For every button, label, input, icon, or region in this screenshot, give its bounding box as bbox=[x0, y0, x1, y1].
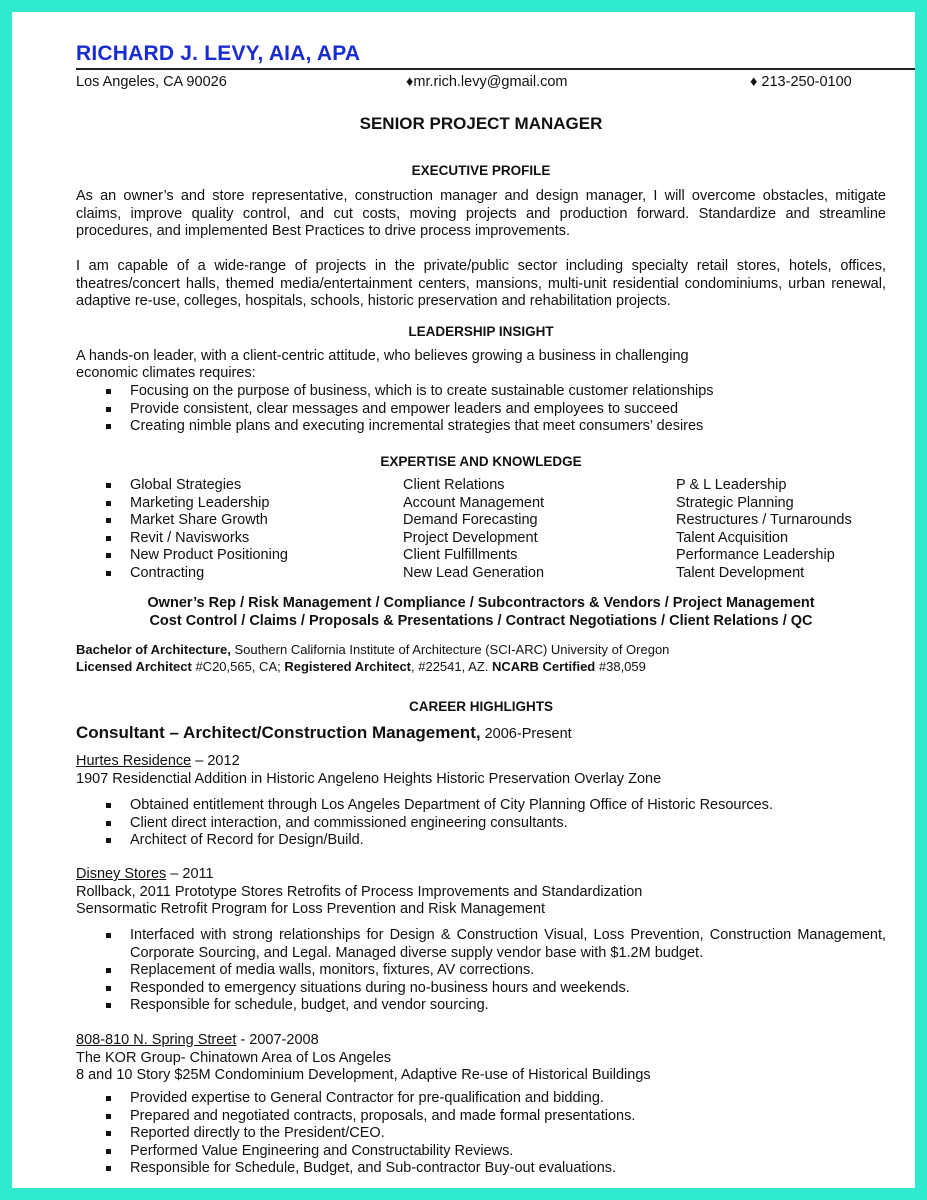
list-item: Provide consistent, clear messages and empower leaders and employees to succeed bbox=[76, 401, 886, 419]
career-heading: CAREER HIGHLIGHTS bbox=[408, 699, 553, 714]
list-item: Global Strategies bbox=[76, 477, 376, 495]
education-licenses: Licensed Architect #C20,565, CA; Registered Architect, #22541, AZ. NCARB Certified #38,059 bbox=[76, 659, 646, 674]
project-2-bullets bbox=[76, 927, 886, 1015]
job-dates: 2006-Present bbox=[480, 726, 572, 742]
list-item: Market Share Growth bbox=[76, 512, 376, 530]
project-1-bullets bbox=[76, 797, 886, 850]
list-item: P & L Leadership bbox=[676, 477, 787, 493]
project-name: 808-810 N. Spring Street bbox=[76, 1032, 237, 1048]
list-item: New Lead Generation bbox=[403, 564, 545, 581]
list-item: Contracting bbox=[76, 565, 376, 583]
list-item: Strategic Planning bbox=[676, 494, 794, 511]
project-3-bullets bbox=[76, 1090, 886, 1178]
list-item: Client direct interaction, and commissioned engineering consultants. bbox=[76, 815, 886, 833]
list-item: Reported directly to the President/CEO. bbox=[76, 1125, 886, 1143]
executive-profile-paragraph-1: As an owner’s and store representative, construction manager and design manager, I will overcome obstacles, mitigate claims, improve quality control, and cut costs, moving projects and production forward. Standardize and streamline procedures, and implemented Best Practices to drive process improvements. bbox=[76, 188, 886, 239]
location: Los Angeles, CA 90026 bbox=[76, 74, 227, 90]
resume-page bbox=[12, 12, 915, 1188]
list-item: Obtained entitlement through Los Angeles Department of City Planning Office of Historic Resources. bbox=[76, 797, 886, 815]
education-degree: Bachelor of Architecture, Southern California Institute of Architecture (SCI-ARC) University of Oregon bbox=[76, 642, 670, 657]
phone: ♦ 213-250-0100 bbox=[750, 74, 852, 90]
leadership-heading: LEADERSHIP INSIGHT bbox=[408, 324, 554, 339]
leadership-intro-line-2: economic climates requires: bbox=[76, 365, 256, 381]
executive-profile-heading: EXECUTIVE PROFILE bbox=[411, 163, 551, 178]
candidate-name: RICHARD J. LEVY, AIA, APA bbox=[76, 42, 361, 65]
list-item: Responsible for schedule, budget, and vendor sourcing. bbox=[76, 997, 886, 1015]
header-divider bbox=[76, 68, 915, 70]
list-item: Marketing Leadership bbox=[76, 495, 376, 513]
expertise-column-1 bbox=[76, 477, 376, 582]
list-item: Focusing on the purpose of business, which is to create sustainable customer relationships bbox=[76, 383, 886, 401]
list-item: Talent Acquisition bbox=[676, 529, 789, 546]
list-item: Revit / Navisworks bbox=[76, 530, 376, 548]
list-item: Demand Forecasting bbox=[403, 512, 538, 528]
list-item: Performed Value Engineering and Constructability Reviews. bbox=[76, 1143, 886, 1161]
job-title: Consultant – Architect/Construction Management, 2006-Present bbox=[76, 723, 572, 742]
project-name: Hurtes Residence bbox=[76, 753, 192, 769]
expertise-heading: EXPERTISE AND KNOWLEDGE bbox=[380, 454, 582, 469]
list-item: Creating nimble plans and executing incremental strategies that meet consumers’ desires bbox=[76, 418, 886, 436]
project-spring-street: 808-810 N. Spring Street - 2007-2008 The KOR Group- Chinatown Area of Los Angeles 8 and 10 Story $25M Condominium Development, Adaptive Re-use of Historical Buildings bbox=[76, 1032, 651, 1083]
leadership-intro-line-1: A hands-on leader, with a client-centric attitude, who believes growing a business in challenging bbox=[76, 348, 689, 364]
contact-line bbox=[76, 74, 886, 92]
project-hurtes-residence: Hurtes Residence – 2012 1907 Residenctial Addition in Historic Angeleno Heights Historic Preservation Overlay Zone bbox=[76, 753, 662, 787]
skills-summary-line-1: Owner’s Rep / Risk Management / Compliance / Subcontractors & Vendors / Project Management bbox=[147, 595, 815, 611]
list-item: Client Fulfillments bbox=[403, 547, 518, 563]
list-item: Provided expertise to General Contractor for pre-qualification and bidding. bbox=[76, 1090, 886, 1108]
list-item: Talent Development bbox=[676, 564, 805, 581]
list-item: Project Development bbox=[403, 529, 538, 546]
resume-title: SENIOR PROJECT MANAGER bbox=[359, 114, 603, 133]
expertise-column-3 bbox=[676, 477, 886, 582]
expertise-column-2 bbox=[403, 477, 663, 582]
list-item: Client Relations bbox=[403, 477, 505, 493]
list-item: Restructures / Turnarounds bbox=[676, 512, 852, 528]
list-item: Interfaced with strong relationships for Design & Construction Visual, Loss Prevention, Construction Management, Corporate Sourcing, and Legal. Managed diverse supply vendor base with $1.2M budget. bbox=[76, 927, 886, 962]
list-item: Replacement of media walls, monitors, fixtures, AV corrections. bbox=[76, 962, 886, 980]
project-disney-stores: Disney Stores – 2011 Rollback, 2011 Prototype Stores Retrofits of Process Improvements and Standardization Sensormatic Retrofit Program for Loss Prevention and Risk Management bbox=[76, 866, 643, 917]
list-item: Prepared and negotiated contracts, proposals, and made formal presentations. bbox=[76, 1108, 886, 1126]
list-item: Account Management bbox=[403, 494, 545, 511]
list-item: Performance Leadership bbox=[676, 547, 835, 563]
list-item: Responded to emergency situations during no-business hours and weekends. bbox=[76, 980, 886, 998]
list-item: New Product Positioning bbox=[76, 547, 376, 565]
executive-profile-paragraph-2: I am capable of a wide-range of projects in the private/public sector including specialty retail stores, hotels, offices, theatres/concert halls, themed media/entertainment centers, mansions, multi-unit residential condominiums, urban renewal, adaptive re-use, colleges, hospitals, schools, historic preservation and rehabilitation projects. bbox=[76, 258, 886, 309]
email: ♦mr.rich.levy@gmail.com bbox=[406, 74, 568, 90]
list-item: Responsible for Schedule, Budget, and Sub-contractor Buy-out evaluations. bbox=[76, 1160, 886, 1178]
project-name: Disney Stores bbox=[76, 866, 167, 882]
list-item: Architect of Record for Design/Build. bbox=[76, 832, 886, 850]
leadership-bullets bbox=[76, 383, 886, 436]
skills-summary-line-2: Cost Control / Claims / Proposals & Presentations / Contract Negotiations / Client Relations / QC bbox=[149, 613, 813, 629]
